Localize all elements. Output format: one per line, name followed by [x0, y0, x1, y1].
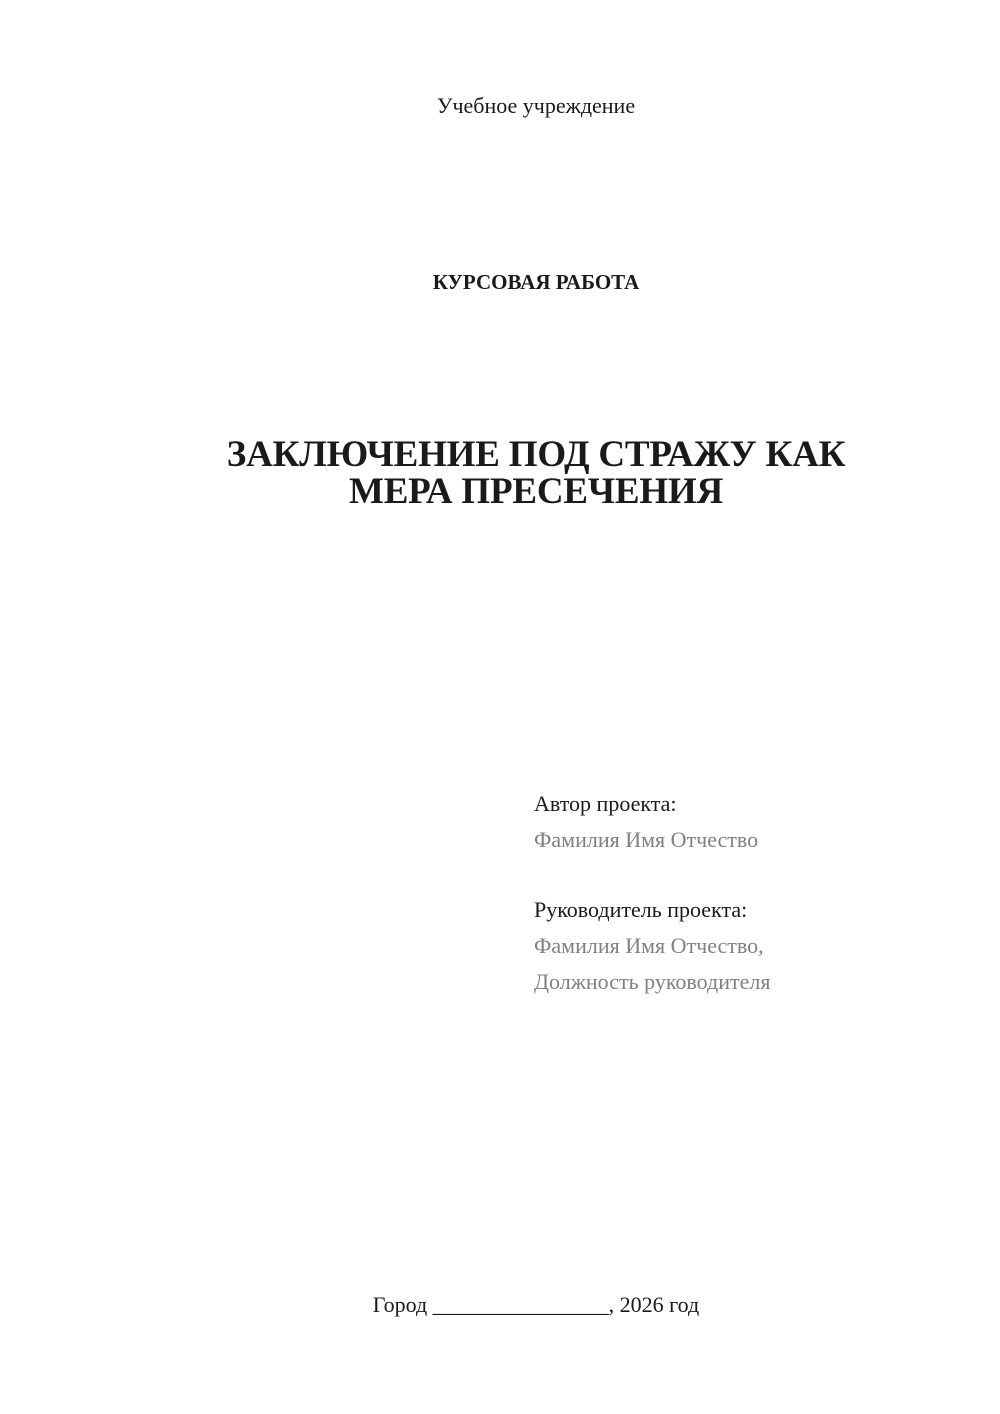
work-title-line-1: ЗАКЛЮЧЕНИЕ ПОД СТРАЖУ КАК	[226, 434, 846, 475]
city-year-line: Город ________________, 2026 год	[372, 1292, 700, 1317]
author-label: Автор проекта:	[534, 791, 677, 816]
work-title	[180, 436, 892, 510]
work-title-line-2: МЕРА ПРЕСЕЧЕНИЯ	[348, 471, 723, 512]
author-name: Фамилия Имя Отчество	[534, 827, 759, 852]
supervisor-name: Фамилия Имя Отчество,	[534, 933, 764, 958]
credits-block	[534, 786, 974, 1000]
supervisor-label: Руководитель проекта:	[534, 897, 748, 922]
institution-name: Учебное учреждение	[436, 93, 636, 118]
credits-spacer	[534, 858, 974, 892]
supervisor-position: Должность руководителя	[534, 969, 771, 994]
work-type-heading: КУРСОВАЯ РАБОТА	[432, 270, 640, 294]
